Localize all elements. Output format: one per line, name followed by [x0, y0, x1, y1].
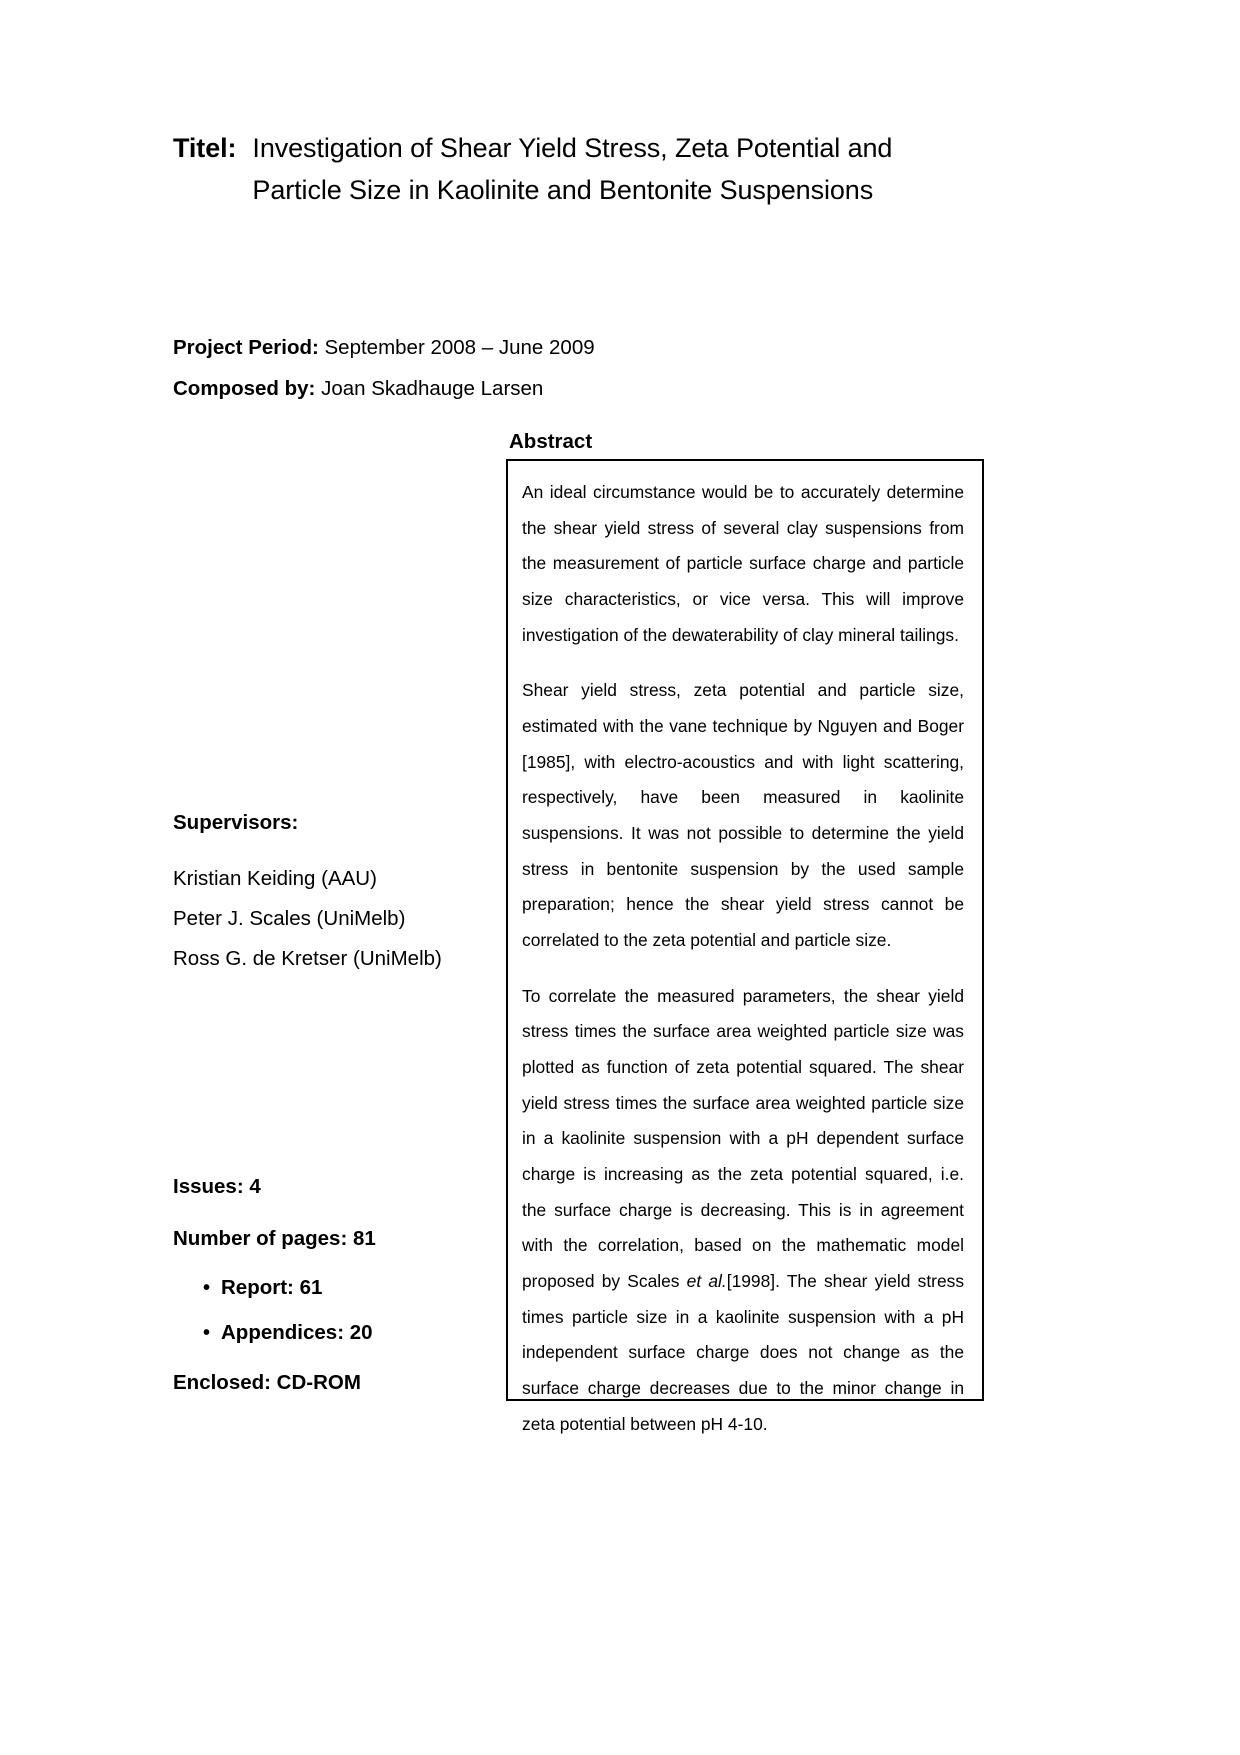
abstract-heading: Abstract [509, 430, 593, 453]
abstract-paragraph-3 [522, 979, 964, 1443]
document-title-block [173, 128, 1033, 212]
abstract-paragraph-3-part-1: To correlate the measured parameters, the shear yield stress times the surface area weighted particle size was plotted as function of zeta potential squared. The shear yield stress times the surface area weighted particle size in a kaolinite suspension with a pH dependent surface charge is increasing as the zeta potential squared, i.e. the surface charge is decreasing. This is in agreement with the correlation, based on the mathematic model proposed by Scales [522, 985, 964, 1292]
project-period-label: Project Period: [173, 336, 319, 359]
list-item [173, 1321, 373, 1345]
composed-by-value: Joan Skadhauge Larsen [315, 377, 544, 400]
enclosed-media: Enclosed: CD-ROM [173, 1371, 361, 1394]
supervisor-name: Kristian Keiding (AAU) [173, 867, 377, 890]
bullet-icon: • [203, 1322, 211, 1344]
number-of-pages: Number of pages: 81 [173, 1227, 376, 1250]
bullet-icon: • [203, 1277, 211, 1299]
title-label: Titel: [173, 133, 237, 163]
issues-count: Issues: 4 [173, 1175, 261, 1198]
list-item [173, 1276, 373, 1300]
supervisor-name: Ross G. de Kretser (UniMelb) [173, 947, 442, 970]
abstract-paragraph-3-part-2: [1998]. The shear yield stress times particle size in a kaolinite suspension with a pH independent surface charge does not change as the surface charge decreases due to the minor change in zeta potential between pH 4-10. [522, 1271, 965, 1434]
list-item-label: Report: 61 [221, 1276, 323, 1299]
abstract-box [506, 459, 984, 1434]
composed-by-label: Composed by: [173, 377, 316, 400]
project-period-value: September 2008 – June 2009 [318, 336, 595, 359]
title-first-row [173, 128, 1033, 212]
composed-by-line [173, 374, 543, 404]
title-line-1: Investigation of Shear Yield Stress, Zeta Potential and [252, 133, 893, 163]
title-text [252, 128, 892, 212]
supervisor-name: Peter J. Scales (UniMelb) [173, 907, 406, 930]
list-item-label: Appendices: 20 [221, 1321, 373, 1344]
title-line-2: Particle Size in Kaolinite and Bentonite Suspensions [252, 174, 874, 205]
abstract-paragraph-1: An ideal circumstance would be to accurately determine the shear yield stress of several clay suspensions from the measurement of particle surface charge and particle size characteristics, or vice versa. This will improve investigation of the dewaterability of clay mineral tailings. [522, 482, 964, 645]
abstract-paragraph-2: Shear yield stress, zeta potential and particle size, estimated with the vane technique by Nguyen and Boger [1985], with electro-acoustics and with light scattering, respectively, have been measured in kaolinite suspensions. It was not possible to determine the yield stress in bentonite suspension by the used sample preparation; hence the shear yield stress cannot be correlated to the zeta potential and particle size. [522, 680, 964, 951]
abstract-citation-et-al: et al. [686, 1271, 727, 1292]
supervisors-heading: Supervisors: [173, 811, 299, 834]
project-period-line [173, 333, 595, 363]
page-breakdown-list [173, 1276, 373, 1366]
